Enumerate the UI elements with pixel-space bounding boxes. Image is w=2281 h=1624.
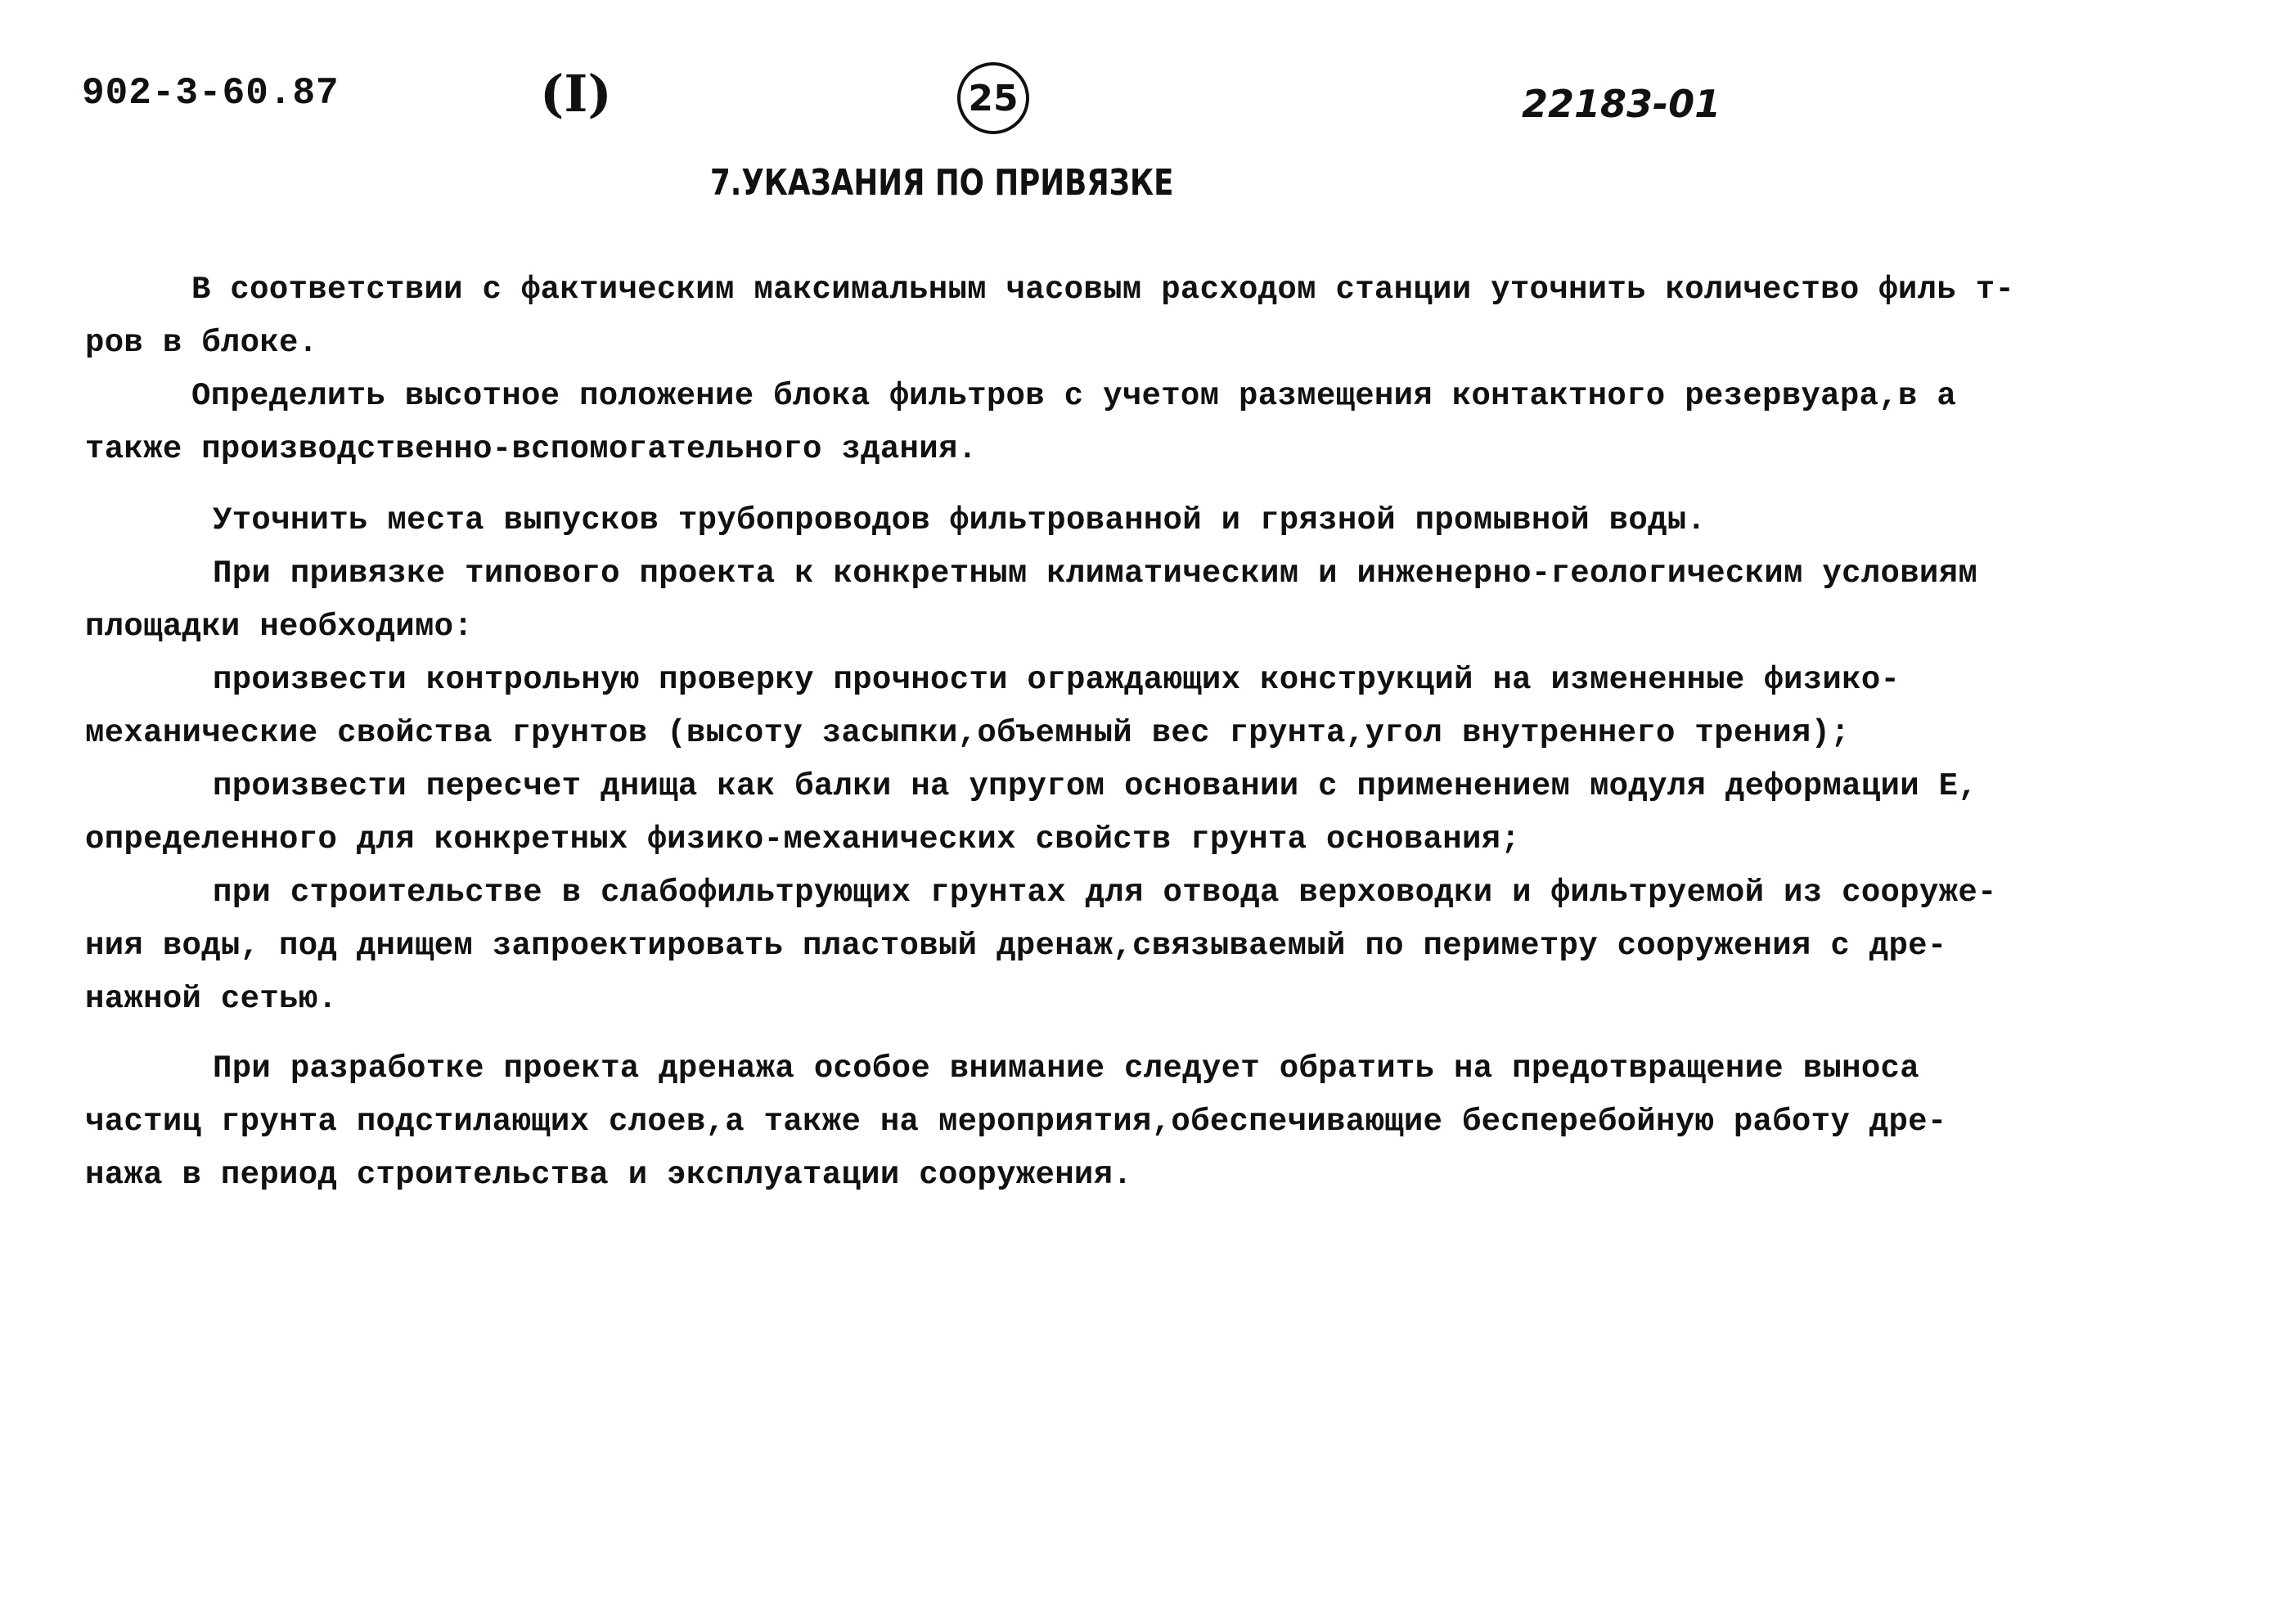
page-number-circle	[957, 62, 1029, 134]
text-line: определенного для конкретных физико-механических свойств грунта основания;	[85, 821, 1521, 857]
document-code: 902-3-60.87	[82, 72, 340, 115]
text-line: При привязке типового проекта к конкретным климатическим и инженерно-геологическим условиям	[213, 556, 1978, 592]
text-line: Определить высотное положение блока фильтров с учетом размещения контактного резервуара,в а	[191, 378, 1957, 414]
text-line: нажа в период строительства и эксплуатации сооружения.	[85, 1157, 1133, 1193]
reference-number: 22183-01	[1522, 82, 1721, 126]
text-line: также производственно-вспомогательного здания.	[85, 431, 978, 467]
text-line: при строительстве в слабофильтрующих грунтах для отвода верховодки и фильтруемой из сооруже-	[213, 875, 1997, 911]
text-line: площадки необходимо:	[85, 609, 474, 645]
text-line: произвести пересчет днища как балки на упругом основании с применением модуля деформации Е,	[213, 768, 1978, 804]
text-line: В соответствии с фактическим максимальным часовым расходом станции уточнить количество филь т-	[191, 272, 2015, 308]
text-line: частиц грунта подстилающих слоев,а также на мероприятия,обеспечивающие бесперебойную работу дре-	[85, 1104, 1947, 1140]
text-line: произвести контрольную проверку прочности ограждающих конструкций на измененные физико-	[213, 662, 1901, 698]
page-number: 25	[968, 77, 1019, 119]
text-line: нажной сетью.	[85, 981, 338, 1017]
section-title: 7.УКАЗАНИЯ ПО ПРИВЯЗКЕ	[710, 162, 1174, 204]
text-line: При разработке проекта дренажа особое внимание следует обратить на предотвращение выноса	[213, 1050, 1919, 1086]
text-line: механические свойства грунтов (высоту засыпки,объемный вес грунта,угол внутреннего трения);	[85, 715, 1851, 751]
text-line: ров в блоке.	[85, 325, 318, 361]
text-line: Уточнить места выпусков трубопроводов фильтрованной и грязной промывной воды.	[213, 502, 1707, 538]
text-line: ния воды, под днищем запроектировать пластовый дренаж,связываемый по периметру сооружения с дре-	[85, 928, 1947, 964]
part-number: (I)	[540, 64, 612, 124]
